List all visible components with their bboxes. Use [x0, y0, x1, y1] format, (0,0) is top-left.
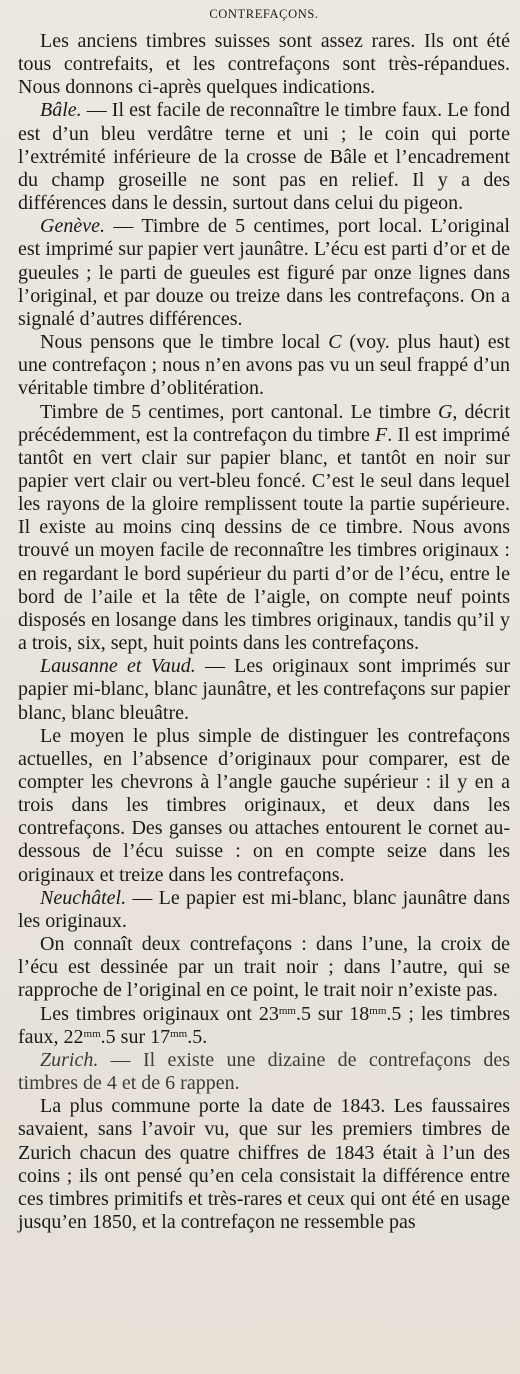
- paragraph-text: .5 sur 18: [295, 1002, 370, 1025]
- stamp-letter: C: [328, 331, 342, 354]
- unit-mm: mm: [278, 1004, 296, 1017]
- paragraph-text: Nous pensons que le timbre local: [40, 331, 329, 354]
- paragraph-text: Le moyen le plus simple de distinguer les contrefaçons actuelles, en l’absence d’originaux pour comparer, est de compter les chevrons à l’angle gauche supérieur : il y en a trois dans les timbres originaux, et deux dans les contrefaçons. Des ganses ou attaches entourent le cornet au-dessous de l’écu suisse : on en compte seize dans les originaux et treize dans les contrefaçons.: [18, 724, 510, 886]
- paragraph-text: .5.: [187, 1025, 208, 1048]
- paragraph-chevrons: [18, 725, 510, 887]
- stamp-letter: F: [375, 423, 388, 446]
- section-lead-zurich: Zurich.: [40, 1048, 99, 1071]
- paragraph-local-stamp: [18, 331, 510, 400]
- section-lead-geneve: Genève.: [40, 215, 105, 238]
- running-head: CONTREFAÇONS.: [209, 7, 319, 21]
- paragraph-text: Les timbres originaux ont 23: [40, 1002, 279, 1025]
- paragraph-lausanne-vaud: [18, 655, 510, 724]
- paragraph-text: — Timbre de 5 centimes, port local. L’original est imprimé sur papier vert jaunâtre. L’écu est parti d’or et de gueules ; le parti de gueules est figuré par onze lignes dans l’original, et par douze ou treize dans les contrefaçons. On a signalé d’autres différences.: [18, 215, 510, 330]
- paragraph-date-1843: [18, 1095, 510, 1234]
- paragraph-text: .5 ; les timbres faux, 22: [18, 1002, 511, 1048]
- paragraph-text: Timbre de 5 centimes, port cantonal. Le timbre: [40, 400, 438, 423]
- unit-mm: mm: [369, 1004, 387, 1017]
- body-text: [18, 30, 510, 1234]
- paragraph-text: — Il est facile de reconnaître le timbre faux. Le fond est d’un bleu verdâtre terne et uni ; le coin qui porte l’extrémité inférieure de la crosse de Bâle et l’encadrement du champ groseille ne sont pas en relief. Il y a des différences dans le dessin, surtout dans celui du pigeon.: [18, 99, 510, 215]
- paragraph-intro: [18, 30, 510, 99]
- section-lead-lausanne-vaud: Lausanne et Vaud.: [40, 655, 196, 678]
- paragraph-bale: [18, 99, 510, 215]
- section-lead-bale: Bâle.: [40, 99, 82, 122]
- paragraph-text: (voy. plus haut) est une contrefaçon ; nous n’en avons pas vu un seul frappé d’un véritable timbre d’oblitération.: [18, 331, 510, 400]
- unit-mm: mm: [83, 1027, 101, 1040]
- paragraph-text: — Les originaux sont imprimés sur papier mi-blanc, blanc jaunâtre, et les contrefaçons sur papier blanc, blanc bleuâtre.: [18, 655, 511, 724]
- paragraph-text: — Le papier est mi-blanc, blanc jaunâtre dans les originaux.: [18, 886, 510, 932]
- paragraph-geneve: [18, 215, 510, 331]
- paragraph-text: On connaît deux contrefaçons : dans l’une, la croix de l’écu est dessinée par un trait noir ; dans l’autre, qui se rapproche de l’original en ce point, le trait noir n’existe pas.: [18, 933, 510, 1002]
- paragraph-text: . Il est imprimé tantôt en vert clair sur papier blanc, et tantôt en noir sur papier vert clair ou vert-bleu foncé. C’est le seul dans lequel les rayons de la gloire remplissent toute la partie supérieure. Il existe au moins cinq dessins de ce timbre. Nous avons trouvé un moyen facile de reconnaître les timbres originaux : en regardant le bord supérieur du parti d’or de l’écu, entre le bord de l’aile et la tête de l’aigle, on compte neuf points disposés en losange dans les timbres originaux, tandis qu’il y a trois, six, sept, huit points dans les contrefaçons.: [18, 423, 510, 655]
- paragraph-dimensions: [18, 1003, 510, 1049]
- paragraph-text: La plus commune porte la date de 1843. Les faussaires savaient, sans l’avoir vu, que sur les premiers timbres de Zurich chacun des quatre chiffres de 1843 était à l’un des coins ; ils ont pensé qu’en cela consistait la différence entre ces timbres primitifs et très-rares et ceux qui ont été en usage jusqu’en 1850, et la contrefaçon ne ressemble pas: [18, 1095, 510, 1233]
- paragraph-text: Les anciens timbres suisses sont assez rares. Ils ont été tous contrefaits, et les contrefaçons sont très-répandues. Nous donnons ci-après quelques indications.: [18, 30, 510, 99]
- paragraph-text: , décrit précédemment, est la contrefaçon du timbre: [18, 400, 511, 446]
- paragraph-neuchatel: [18, 887, 510, 933]
- paragraph-text: .5 sur 17: [100, 1025, 171, 1048]
- unit-mm: mm: [170, 1027, 188, 1040]
- paragraph-two-forgeries: [18, 933, 510, 1002]
- paragraph-zurich: [18, 1049, 510, 1095]
- section-lead-neuchatel: Neuchâtel.: [40, 886, 127, 909]
- paragraph-text: — Il existe une dizaine de contrefaçons des timbres de 4 et de 6 rappen.: [18, 1048, 510, 1095]
- stamp-letter: G: [437, 400, 453, 423]
- paragraph-cantonal-stamp: [18, 401, 510, 656]
